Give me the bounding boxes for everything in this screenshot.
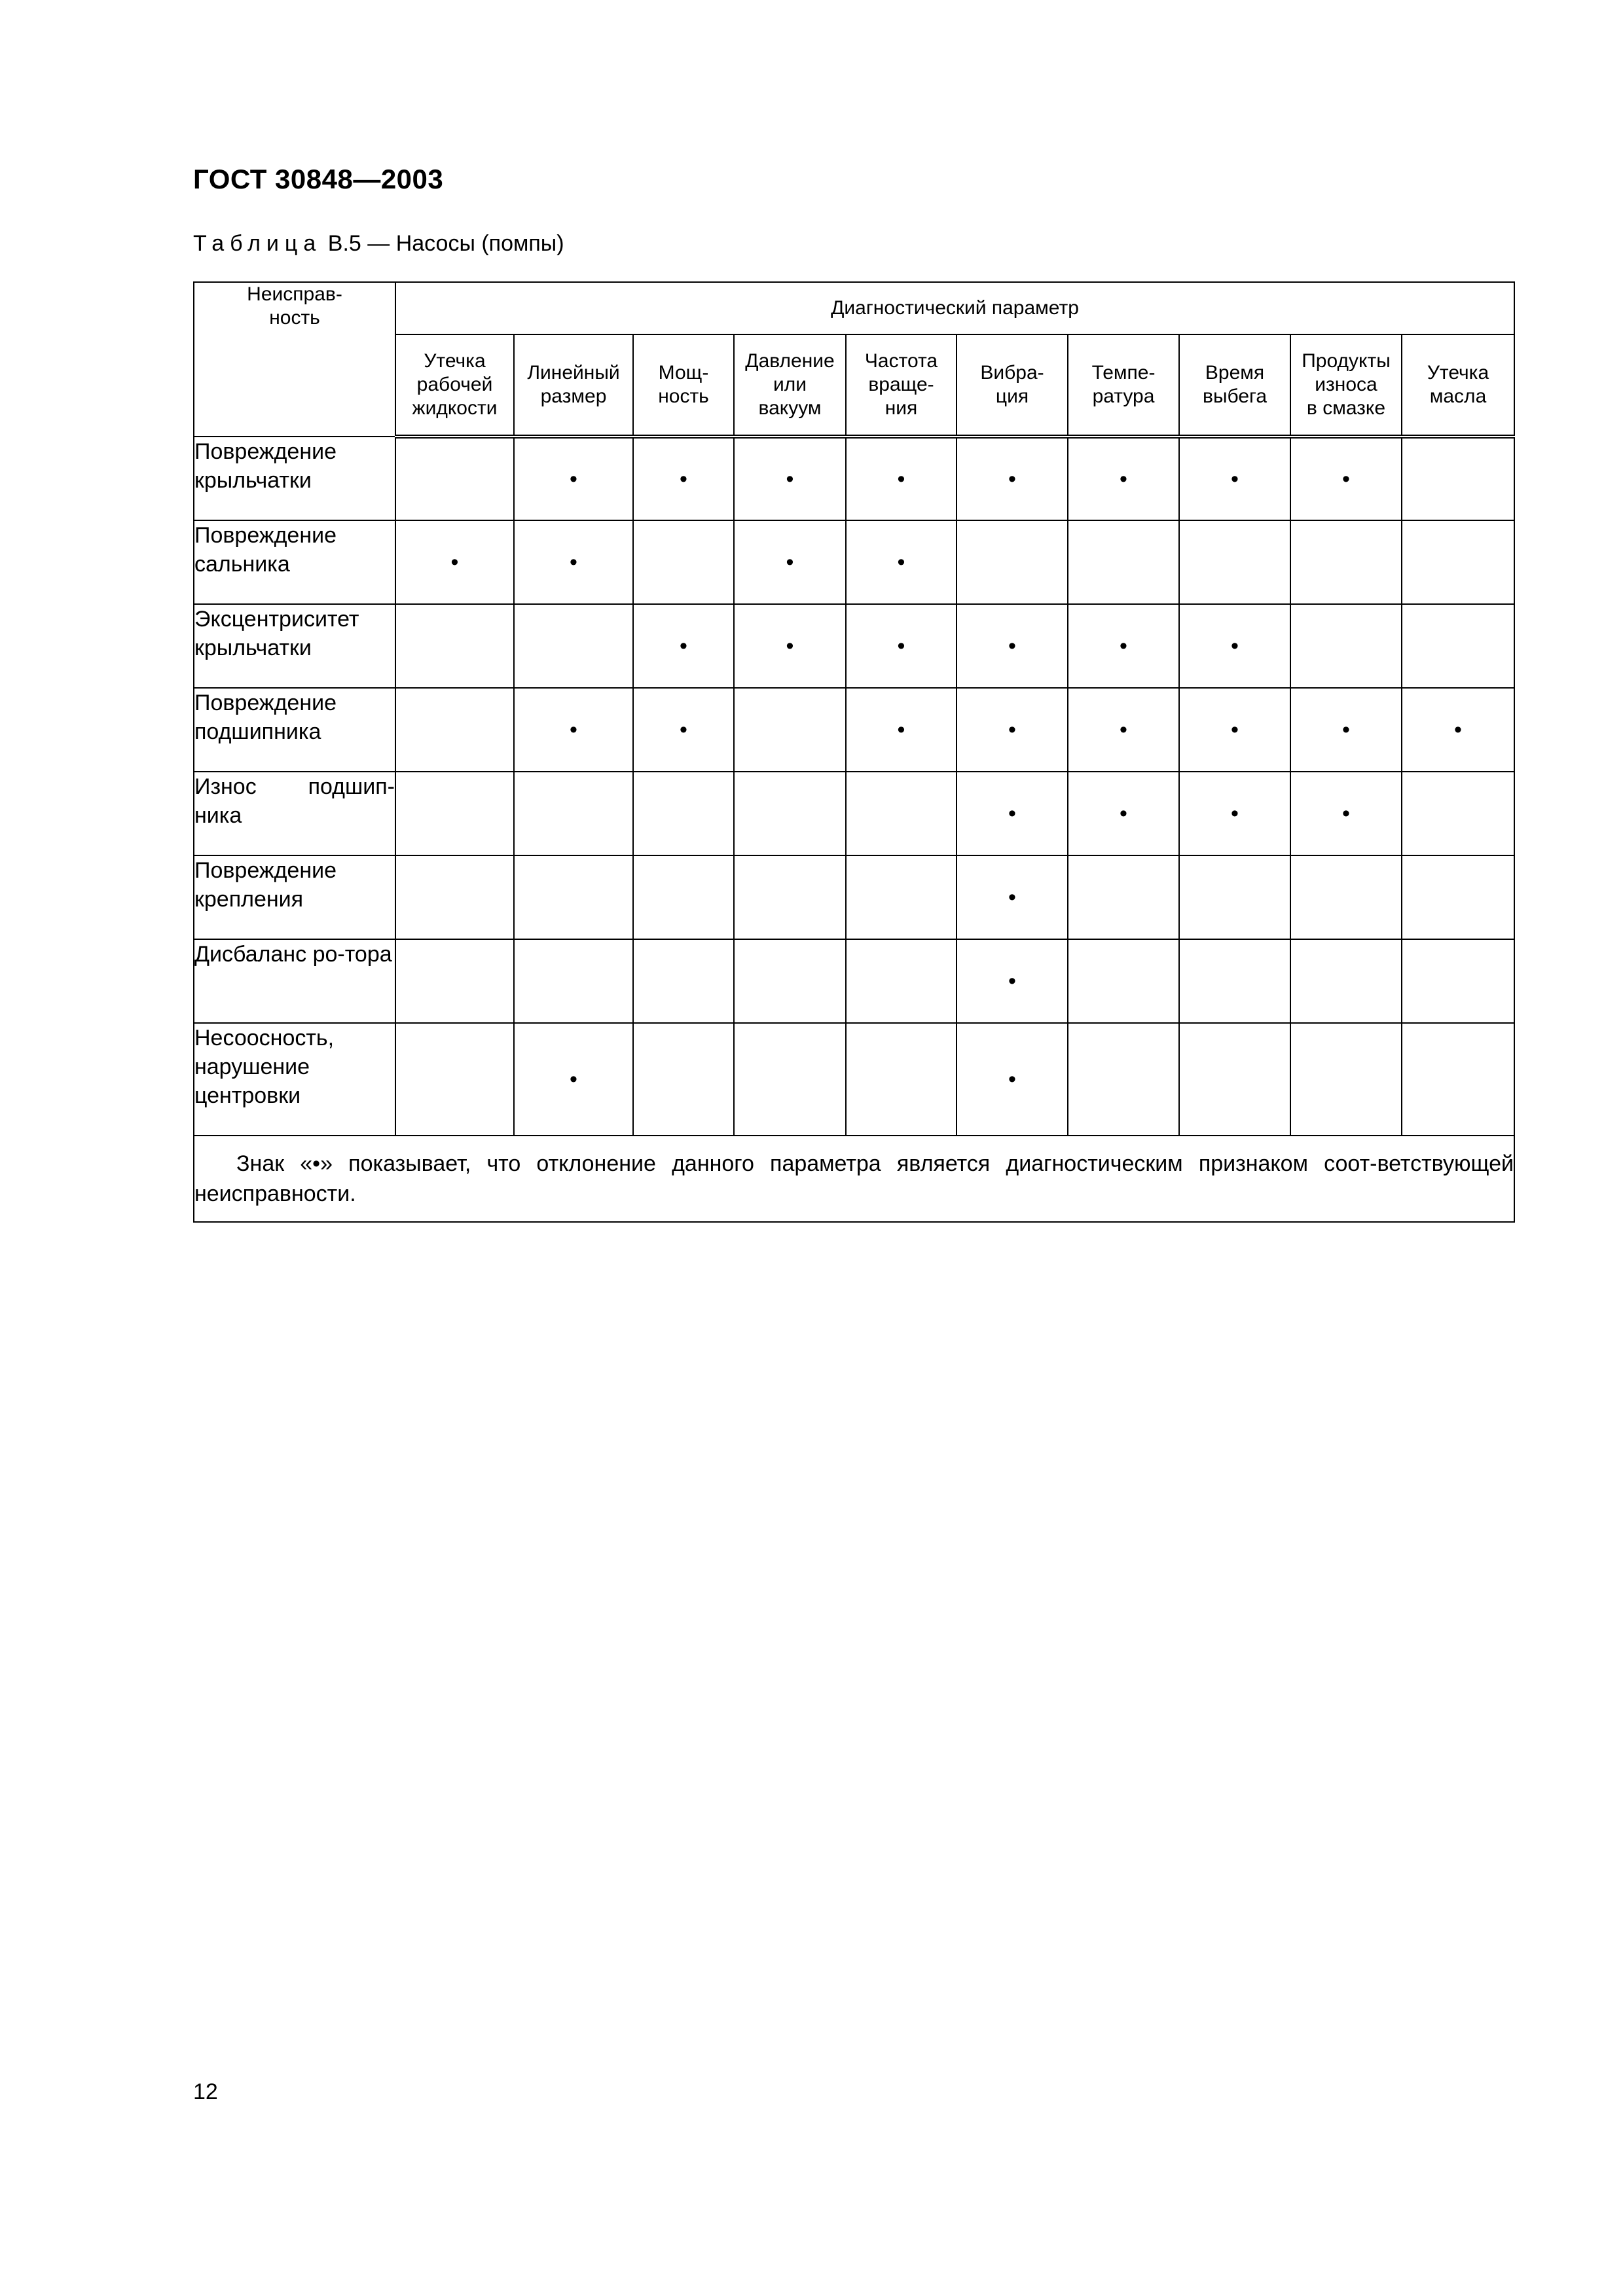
table-row [194,437,1514,520]
empty-cell [633,772,734,855]
diagnostic-mark-cell: • [957,604,1068,688]
parameter-column-header: Утечка масла [1402,334,1514,437]
empty-cell [1068,1023,1179,1136]
empty-cell [514,604,633,688]
empty-cell [1290,939,1402,1023]
fault-name: Повреждение крыльчатки [194,437,395,520]
empty-cell [395,772,514,855]
diagnostic-mark-cell: • [1290,437,1402,520]
empty-cell [514,939,633,1023]
empty-cell [846,855,957,939]
empty-cell [514,772,633,855]
empty-cell [1402,939,1514,1023]
diagnostic-table [193,281,1515,1223]
empty-cell [1179,520,1290,604]
diagnostic-mark-cell: • [1068,688,1179,772]
table-row [194,688,1514,772]
empty-cell [1179,939,1290,1023]
diagnostic-mark-cell: • [1179,688,1290,772]
parameter-column-header: Мощ- ность [633,334,734,437]
empty-cell [1290,604,1402,688]
parameter-group-header: Диагностический параметр [395,282,1514,334]
empty-cell [395,855,514,939]
empty-cell [1402,604,1514,688]
diagnostic-mark-cell: • [633,604,734,688]
fault-name: Дисбаланс ро-тора [194,939,395,1023]
empty-cell [734,772,846,855]
empty-cell [734,939,846,1023]
empty-cell [1402,855,1514,939]
parameter-column-header: Утечка рабочей жидкости [395,334,514,437]
parameter-column-header: Давление или вакуум [734,334,846,437]
fault-name: Эксцентриситет крыльчатки [194,604,395,688]
empty-cell [1179,1023,1290,1136]
table-caption-title: В.5 — Насосы (помпы) [327,231,564,256]
empty-cell [1068,855,1179,939]
diagnostic-mark-cell: • [514,688,633,772]
diagnostic-mark-cell: • [1068,437,1179,520]
page-number: 12 [193,2079,218,2104]
fault-name: Несоосность, нарушение центровки [194,1023,395,1136]
parameter-column-header: Темпе- ратура [1068,334,1179,437]
diagnostic-mark-cell: • [395,520,514,604]
diagnostic-mark-cell: • [734,437,846,520]
table-row [194,855,1514,939]
empty-cell [395,1023,514,1136]
empty-cell [395,437,514,520]
empty-cell [846,772,957,855]
fault-header-text: Неисправ- ность [247,283,342,329]
diagnostic-mark-cell: • [1290,688,1402,772]
table-caption-label: Таблица [193,231,322,256]
parameter-column-header: Линейный размер [514,334,633,437]
empty-cell [395,688,514,772]
empty-cell [1290,520,1402,604]
table-footnote: Знак «•» показывает, что отклонение данного параметра является диагностическим признаком соот-ветствующей неисправности. [194,1136,1514,1222]
diagnostic-mark-cell: • [957,855,1068,939]
empty-cell [1402,772,1514,855]
empty-cell [1402,520,1514,604]
fault-name: Износ подшип-ника [194,772,395,855]
table-row [194,1023,1514,1136]
table-row [194,772,1514,855]
table-body [194,437,1514,1136]
table-row [194,520,1514,604]
empty-cell [734,1023,846,1136]
empty-cell [633,1023,734,1136]
fault-name: Повреждение крепления [194,855,395,939]
empty-cell [846,1023,957,1136]
diagnostic-mark-cell: • [514,437,633,520]
empty-cell [1068,939,1179,1023]
table-row [194,939,1514,1023]
table-row [194,604,1514,688]
diagnostic-mark-cell: • [957,772,1068,855]
diagnostic-mark-cell: • [957,939,1068,1023]
diagnostic-mark-cell: • [514,520,633,604]
diagnostic-mark-cell: • [1068,604,1179,688]
diagnostic-mark-cell: • [846,604,957,688]
diagnostic-mark-cell: • [1179,437,1290,520]
empty-cell [1290,1023,1402,1136]
parameter-column-header: Продукты износа в смазке [1290,334,1402,437]
empty-cell [633,520,734,604]
diagnostic-mark-cell: • [734,520,846,604]
document-code: ГОСТ 30848—2003 [193,164,444,194]
empty-cell [633,855,734,939]
empty-cell [514,855,633,939]
empty-cell [734,855,846,939]
empty-cell [734,688,846,772]
diagnostic-mark-cell: • [1179,604,1290,688]
table-caption [193,231,564,257]
empty-cell [395,604,514,688]
parameter-column-header: Вибра- ция [957,334,1068,437]
parameter-column-header: Частота враще- ния [846,334,957,437]
diagnostic-mark-cell: • [1402,688,1514,772]
diagnostic-mark-cell: • [1068,772,1179,855]
parameter-column-header: Время выбега [1179,334,1290,437]
diagnostic-mark-cell: • [957,437,1068,520]
diagnostic-mark-cell: • [514,1023,633,1136]
diagnostic-mark-cell: • [957,688,1068,772]
empty-cell [1402,437,1514,520]
empty-cell [846,939,957,1023]
empty-cell [1290,855,1402,939]
empty-cell [395,939,514,1023]
diagnostic-mark-cell: • [1179,772,1290,855]
empty-cell [1402,1023,1514,1136]
diagnostic-mark-cell: • [846,437,957,520]
diagnostic-mark-cell: • [957,1023,1068,1136]
diagnostic-mark-cell: • [846,688,957,772]
diagnostic-mark-cell: • [846,520,957,604]
diagnostic-mark-cell: • [633,688,734,772]
fault-column-header [194,282,395,437]
fault-name: Повреждение сальника [194,520,395,604]
empty-cell [1068,520,1179,604]
empty-cell [957,520,1068,604]
fault-name: Повреждение подшипника [194,688,395,772]
empty-cell [1179,855,1290,939]
diagnostic-mark-cell: • [1290,772,1402,855]
diagnostic-mark-cell: • [734,604,846,688]
empty-cell [633,939,734,1023]
diagnostic-mark-cell: • [633,437,734,520]
